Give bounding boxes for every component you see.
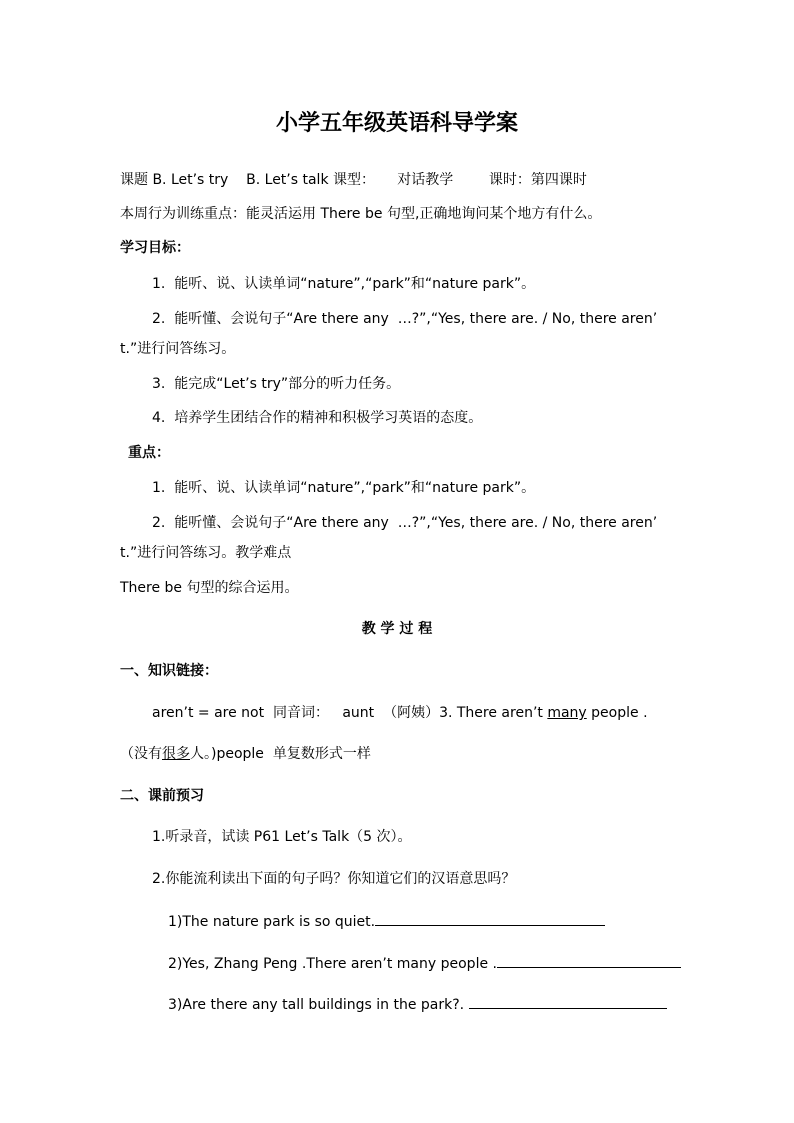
underlined-word: many bbox=[547, 705, 587, 721]
section1-text: （没有 bbox=[120, 746, 162, 762]
weekly-focus-line: 本周行为训练重点：能灵活运用 There be 句型,正确地询问某个地方有什么。 bbox=[120, 206, 602, 222]
meta-line: 课题 B. Let’s try B. Let’s talk 课型： 对话教学 课时：第四课时 bbox=[120, 172, 587, 188]
section2-heading: 二、课前预习 bbox=[120, 788, 204, 804]
keypoint-item-continuation: t.”进行问答练习。教学难点 bbox=[120, 545, 292, 561]
objective-item: 3. 能完成“Let’s try”部分的听力任务。 bbox=[152, 376, 401, 392]
sentence-text: 2)Yes, Zhang Peng .There aren’t many people . bbox=[168, 956, 497, 972]
sentence-line bbox=[168, 953, 681, 974]
sentence-text: 3)Are there any tall buildings in the park?. bbox=[168, 997, 469, 1013]
document-title: 小学五年级英语科导学案 bbox=[275, 111, 518, 136]
sentence-line bbox=[168, 911, 605, 932]
answer-blank[interactable] bbox=[497, 953, 681, 968]
sentence-line bbox=[168, 994, 667, 1015]
underlined-word: 很多 bbox=[162, 746, 190, 762]
keypoint-item: 2. 能听懂、会说句子“Are there any …?”,“Yes, there are. / No, there aren’ bbox=[152, 515, 658, 531]
section1-line bbox=[120, 744, 371, 764]
process-heading: 教 学 过 程 bbox=[361, 621, 433, 637]
section1-heading: 一、知识链接： bbox=[120, 663, 218, 679]
keypoint-item: 1. 能听、说、认读单词“nature”,“park”和“nature park”。 bbox=[152, 480, 536, 496]
section1-text: 人。)people 单复数形式一样 bbox=[190, 746, 371, 762]
objective-item-continuation: t.”进行问答练习。 bbox=[120, 341, 236, 357]
section1-text: aren’t = are not 同音词： aunt （阿姨）3. There aren’t bbox=[152, 705, 548, 721]
objective-item: 2. 能听懂、会说句子“Are there any …?”,“Yes, there are. / No, there aren’ bbox=[152, 311, 658, 327]
section1-line bbox=[152, 703, 648, 723]
objectives-heading: 学习目标： bbox=[120, 240, 190, 256]
objective-item: 1. 能听、说、认读单词“nature”,“park”和“nature park”。 bbox=[152, 276, 536, 292]
keypoints-heading: 重点： bbox=[128, 445, 170, 461]
answer-blank[interactable] bbox=[469, 994, 667, 1009]
section1-text: people . bbox=[586, 705, 648, 721]
preview-item: 2.你能流利读出下面的句子吗？你知道它们的汉语意思吗？ bbox=[152, 871, 516, 887]
preview-item: 1.听录音，试读 P61 Let’s Talk（5 次）。 bbox=[152, 829, 412, 845]
answer-blank[interactable] bbox=[375, 911, 605, 926]
objective-item: 4. 培养学生团结合作的精神和积极学习英语的态度。 bbox=[152, 410, 483, 426]
sentence-text: 1)The nature park is so quiet. bbox=[168, 914, 376, 930]
difficulty-line: There be 句型的综合运用。 bbox=[120, 580, 299, 596]
